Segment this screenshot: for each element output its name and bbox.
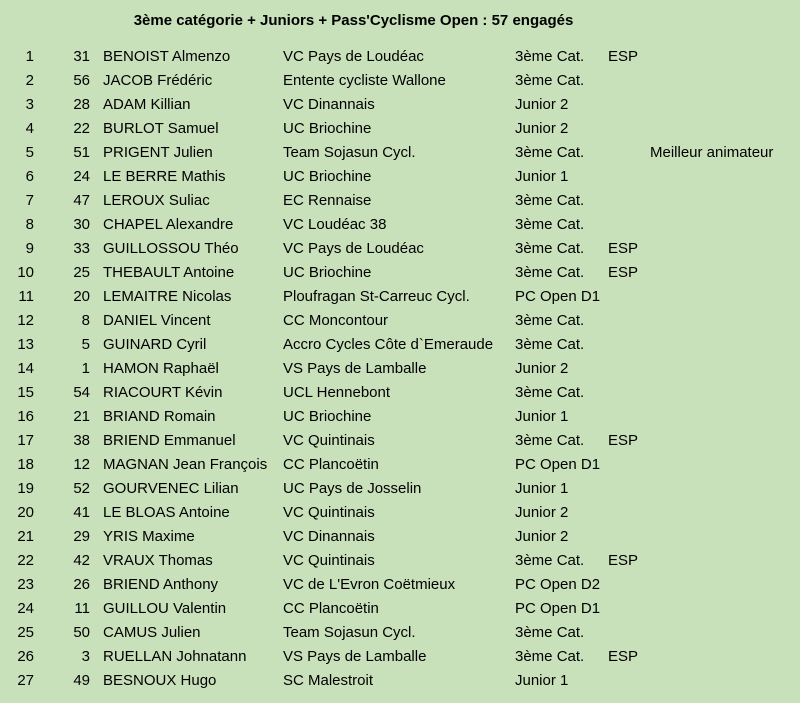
- rider-name-cell: BESNOUX Hugo: [103, 672, 217, 689]
- rank-cell: 17: [17, 432, 34, 449]
- rank-cell: 6: [25, 168, 34, 185]
- club-cell: Team Sojasun Cycl.: [283, 144, 416, 161]
- rank-cell: 13: [17, 336, 34, 353]
- club-cell: VC Quintinais: [283, 552, 375, 569]
- rider-name-cell: BRIEND Emmanuel: [103, 432, 236, 449]
- rider-name-cell: DANIEL Vincent: [103, 312, 211, 329]
- category-cell: 3ème Cat.: [515, 336, 585, 353]
- category-cell: 3ème Cat.: [515, 240, 585, 257]
- rider-name-cell: LE BERRE Mathis: [103, 168, 226, 185]
- rank-cell: 12: [17, 312, 34, 329]
- results-table: [0, 45, 800, 693]
- category-cell: Junior 2: [515, 120, 569, 137]
- rank-cell: 11: [18, 288, 34, 305]
- club-cell: CC Moncontour: [283, 312, 389, 329]
- table-row: [0, 501, 800, 525]
- rank-cell: 2: [25, 72, 34, 89]
- rank-cell: 19: [17, 480, 34, 497]
- note-cell: Meilleur animateur: [650, 144, 774, 161]
- rider-name-cell: GUILLOU Valentin: [103, 600, 227, 617]
- tag-cell: ESP: [608, 264, 639, 281]
- rider-name-cell: YRIS Maxime: [103, 528, 195, 545]
- category-cell: Junior 1: [515, 480, 569, 497]
- club-cell: VC Dinannais: [283, 96, 375, 113]
- club-cell: Team Sojasun Cycl.: [283, 624, 416, 641]
- table-row: [0, 669, 800, 693]
- category-cell: 3ème Cat.: [515, 624, 585, 641]
- tag-cell: ESP: [608, 48, 639, 65]
- bib-cell: 3: [81, 648, 90, 665]
- bib-cell: 22: [73, 120, 90, 137]
- table-row: [0, 333, 800, 357]
- club-cell: EC Rennaise: [283, 192, 372, 209]
- category-cell: 3ème Cat.: [515, 648, 585, 665]
- table-row: [0, 93, 800, 117]
- rider-name-cell: LEROUX Suliac: [103, 192, 210, 209]
- club-cell: VC Dinannais: [283, 528, 375, 545]
- bib-cell: 20: [73, 288, 90, 305]
- bib-cell: 50: [73, 624, 90, 641]
- rank-cell: 8: [25, 216, 34, 233]
- bib-cell: 24: [73, 168, 90, 185]
- rider-name-cell: PRIGENT Julien: [103, 144, 213, 161]
- table-row: [0, 117, 800, 141]
- club-cell: Ploufragan St-Carreuc Cycl.: [283, 288, 470, 305]
- rank-cell: 9: [25, 240, 34, 257]
- table-row: [0, 525, 800, 549]
- category-cell: 3ème Cat.: [515, 144, 585, 161]
- category-cell: 3ème Cat.: [515, 216, 585, 233]
- table-row: [0, 477, 800, 501]
- category-cell: Junior 1: [515, 408, 569, 425]
- bib-cell: 52: [73, 480, 90, 497]
- club-cell: UCL Hennebont: [283, 384, 391, 401]
- page-title: 3ème catégorie + Juniors + Pass'Cyclisme Open : 57 engagés: [133, 12, 574, 29]
- rank-cell: 16: [17, 408, 34, 425]
- table-row: [0, 309, 800, 333]
- bib-cell: 12: [73, 456, 90, 473]
- rider-name-cell: RIACOURT Kévin: [103, 384, 223, 401]
- bib-cell: 54: [73, 384, 90, 401]
- table-row: [0, 165, 800, 189]
- rider-name-cell: CHAPEL Alexandre: [103, 216, 234, 233]
- rider-name-cell: GUILLOSSOU Théo: [103, 240, 239, 257]
- club-cell: SC Malestroit: [283, 672, 374, 689]
- category-cell: Junior 1: [515, 168, 569, 185]
- club-cell: VC Pays de Loudéac: [283, 48, 424, 65]
- rider-name-cell: LEMAITRE Nicolas: [103, 288, 232, 305]
- club-cell: CC Plancoëtin: [283, 456, 379, 473]
- club-cell: UC Briochine: [283, 408, 372, 425]
- table-row: [0, 645, 800, 669]
- rider-name-cell: GUINARD Cyril: [103, 336, 207, 353]
- rider-name-cell: THEBAULT Antoine: [103, 264, 235, 281]
- rank-cell: 23: [17, 576, 34, 593]
- club-cell: CC Plancoëtin: [283, 600, 379, 617]
- rank-cell: 25: [17, 624, 34, 641]
- rider-name-cell: RUELLAN Johnatann: [103, 648, 247, 665]
- table-row: [0, 69, 800, 93]
- bib-cell: 33: [73, 240, 90, 257]
- club-cell: UC Briochine: [283, 264, 372, 281]
- category-cell: PC Open D1: [515, 288, 601, 305]
- rider-name-cell: BENOIST Almenzo: [103, 48, 231, 65]
- category-cell: 3ème Cat.: [515, 432, 585, 449]
- tag-cell: ESP: [608, 240, 639, 257]
- bib-cell: 11: [74, 600, 90, 617]
- table-row: [0, 357, 800, 381]
- category-cell: 3ème Cat.: [515, 192, 585, 209]
- bib-cell: 47: [73, 192, 90, 209]
- table-row: [0, 285, 800, 309]
- club-cell: UC Briochine: [283, 168, 372, 185]
- table-row: [0, 573, 800, 597]
- rider-name-cell: CAMUS Julien: [103, 624, 201, 641]
- category-cell: 3ème Cat.: [515, 72, 585, 89]
- tag-cell: ESP: [608, 648, 639, 665]
- rider-name-cell: MAGNAN Jean François: [103, 456, 268, 473]
- category-cell: 3ème Cat.: [515, 552, 585, 569]
- table-row: [0, 549, 800, 573]
- table-row: [0, 381, 800, 405]
- table-row: [0, 261, 800, 285]
- rider-name-cell: GOURVENEC Lilian: [103, 480, 239, 497]
- club-cell: VC Pays de Loudéac: [283, 240, 424, 257]
- bib-cell: 5: [81, 336, 90, 353]
- rank-cell: 1: [25, 48, 34, 65]
- bib-cell: 29: [73, 528, 90, 545]
- bib-cell: 30: [73, 216, 90, 233]
- bib-cell: 42: [73, 552, 90, 569]
- table-row: [0, 453, 800, 477]
- rank-cell: 27: [17, 672, 34, 689]
- category-cell: PC Open D1: [515, 456, 601, 473]
- bib-cell: 26: [73, 576, 90, 593]
- rider-name-cell: BURLOT Samuel: [103, 120, 219, 137]
- bib-cell: 49: [73, 672, 90, 689]
- table-row: [0, 45, 800, 69]
- bib-cell: 28: [73, 96, 90, 113]
- rider-name-cell: BRIAND Romain: [103, 408, 216, 425]
- bib-cell: 25: [73, 264, 90, 281]
- rank-cell: 4: [25, 120, 34, 137]
- rank-cell: 14: [17, 360, 34, 377]
- bib-cell: 1: [81, 360, 90, 377]
- club-cell: Accro Cycles Côte d`Emeraude: [283, 336, 494, 353]
- rank-cell: 24: [17, 600, 34, 617]
- table-row: [0, 405, 800, 429]
- rider-name-cell: VRAUX Thomas: [103, 552, 213, 569]
- club-cell: VS Pays de Lamballe: [283, 360, 427, 377]
- rider-name-cell: ADAM Killian: [103, 96, 191, 113]
- tag-cell: ESP: [608, 552, 639, 569]
- rider-name-cell: HAMON Raphaël: [103, 360, 219, 377]
- rank-cell: 3: [25, 96, 34, 113]
- category-cell: Junior 2: [515, 528, 569, 545]
- rider-name-cell: BRIEND Anthony: [103, 576, 219, 593]
- rank-cell: 18: [17, 456, 34, 473]
- club-cell: VC Loudéac 38: [283, 216, 387, 233]
- category-cell: PC Open D2: [515, 576, 601, 593]
- table-row: [0, 213, 800, 237]
- bib-cell: 21: [73, 408, 90, 425]
- club-cell: VC Quintinais: [283, 504, 375, 521]
- category-cell: 3ème Cat.: [515, 264, 585, 281]
- bib-cell: 31: [73, 48, 90, 65]
- category-cell: Junior 1: [515, 672, 569, 689]
- category-cell: Junior 2: [515, 504, 569, 521]
- table-row: [0, 237, 800, 261]
- rank-cell: 20: [17, 504, 34, 521]
- club-cell: VC de L'Evron Coëtmieux: [283, 576, 456, 593]
- bib-cell: 8: [81, 312, 90, 329]
- table-row: [0, 597, 800, 621]
- rank-cell: 15: [17, 384, 34, 401]
- table-row: [0, 189, 800, 213]
- rank-cell: 10: [17, 264, 34, 281]
- table-row: [0, 141, 800, 165]
- category-cell: 3ème Cat.: [515, 384, 585, 401]
- bib-cell: 41: [73, 504, 90, 521]
- bib-cell: 51: [73, 144, 90, 161]
- rank-cell: 5: [25, 144, 34, 161]
- bib-cell: 56: [73, 72, 90, 89]
- table-row: [0, 429, 800, 453]
- club-cell: VS Pays de Lamballe: [283, 648, 427, 665]
- tag-cell: ESP: [608, 432, 639, 449]
- club-cell: VC Quintinais: [283, 432, 375, 449]
- club-cell: UC Briochine: [283, 120, 372, 137]
- category-cell: 3ème Cat.: [515, 312, 585, 329]
- category-cell: PC Open D1: [515, 600, 601, 617]
- rider-name-cell: JACOB Frédéric: [103, 72, 213, 89]
- club-cell: UC Pays de Josselin: [283, 480, 422, 497]
- bib-cell: 38: [73, 432, 90, 449]
- rank-cell: 21: [17, 528, 34, 545]
- rank-cell: 7: [25, 192, 34, 209]
- category-cell: 3ème Cat.: [515, 48, 585, 65]
- club-cell: Entente cycliste Wallone: [283, 72, 446, 89]
- rider-name-cell: LE BLOAS Antoine: [103, 504, 230, 521]
- rank-cell: 22: [17, 552, 34, 569]
- category-cell: Junior 2: [515, 96, 569, 113]
- table-row: [0, 621, 800, 645]
- category-cell: Junior 2: [515, 360, 569, 377]
- rank-cell: 26: [17, 648, 34, 665]
